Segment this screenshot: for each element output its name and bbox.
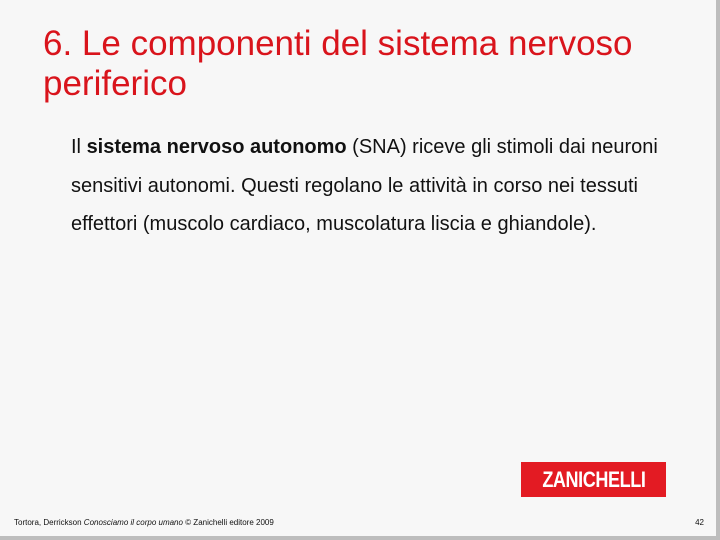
footer-credit [14,518,274,527]
zanichelli-logo [521,462,666,497]
body-rest: (SNA) riceve gli stimoli dai neuroni sensitivi autonomi. Questi regolano le attività in corso nei tessuti effettori (muscolo cardiaco, muscolatura liscia e ghiandole). [71,136,658,235]
logo-text: ZANICHELLI [541,466,646,492]
slide-title: 6. Le componenti del sistema nervoso periferico [43,24,633,103]
body-lead: Il [71,136,87,158]
body-bold-term: sistema nervoso autonomo [86,136,347,158]
page-number: 42 [695,518,704,527]
footer-book-title: Conosciamo il corpo umano [83,518,183,527]
body-paragraph [71,128,681,244]
footer-authors: Tortora, Derrickson [14,518,84,527]
footer-publisher: © Zanichelli editore 2009 [182,518,274,527]
